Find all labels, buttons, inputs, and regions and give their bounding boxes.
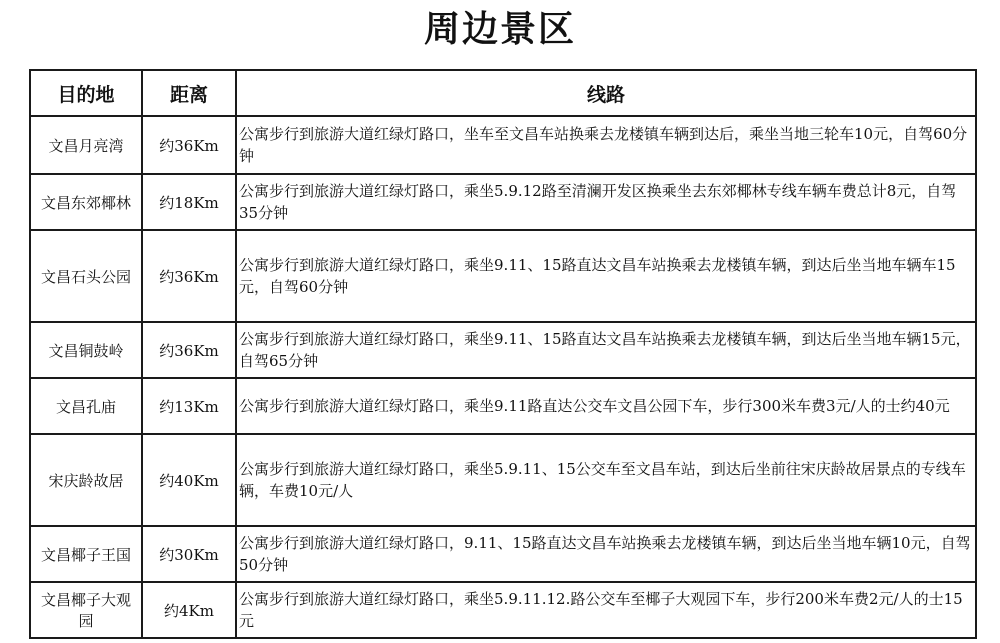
scenic-spots-table — [29, 69, 977, 639]
header-route: 线路 — [236, 70, 976, 116]
distance-cell: 约4Km — [142, 582, 236, 638]
table-row — [30, 434, 976, 526]
destination-cell: 文昌石头公园 — [30, 230, 142, 322]
route-cell: 公寓步行到旅游大道红绿灯路口，坐车至文昌车站换乘去龙楼镇车辆到达后，乘坐当地三轮车10元，自驾60分钟 — [236, 116, 976, 174]
table-row — [30, 322, 976, 378]
table-row — [30, 378, 976, 434]
route-cell: 公寓步行到旅游大道红绿灯路口，乘坐9.11、15路直达文昌车站换乘去龙楼镇车辆，到达后坐当地车辆车15元，自驾60分钟 — [236, 230, 976, 322]
table-row — [30, 582, 976, 638]
route-cell: 公寓步行到旅游大道红绿灯路口，乘坐5.9.12路至清澜开发区换乘坐去东郊椰林专线车辆车费总计8元，自驾35分钟 — [236, 174, 976, 230]
destination-cell: 文昌东郊椰林 — [30, 174, 142, 230]
table-row — [30, 526, 976, 582]
destination-cell: 文昌月亮湾 — [30, 116, 142, 174]
route-cell: 公寓步行到旅游大道红绿灯路口，乘坐9.11路直达公交车文昌公园下车，步行300米车费3元/人的士约40元 — [236, 378, 976, 434]
distance-cell: 约30Km — [142, 526, 236, 582]
destination-cell: 文昌椰子大观园 — [30, 582, 142, 638]
distance-cell: 约18Km — [142, 174, 236, 230]
destination-cell: 文昌孔庙 — [30, 378, 142, 434]
distance-cell: 约36Km — [142, 322, 236, 378]
header-distance: 距离 — [142, 70, 236, 116]
destination-cell: 文昌椰子王国 — [30, 526, 142, 582]
route-cell: 公寓步行到旅游大道红绿灯路口，乘坐5.9.11.12.路公交车至椰子大观园下车，步行200米车费2元/人的士15元 — [236, 582, 976, 638]
distance-cell: 约36Km — [142, 230, 236, 322]
distance-cell: 约40Km — [142, 434, 236, 526]
route-cell: 公寓步行到旅游大道红绿灯路口，9.11、15路直达文昌车站换乘去龙楼镇车辆，到达后坐当地车辆10元，自驾50分钟 — [236, 526, 976, 582]
destination-cell: 文昌铜鼓岭 — [30, 322, 142, 378]
table-row — [30, 230, 976, 322]
distance-cell: 约36Km — [142, 116, 236, 174]
distance-cell: 约13Km — [142, 378, 236, 434]
route-cell: 公寓步行到旅游大道红绿灯路口，乘坐5.9.11、15公交车至文昌车站，到达后坐前往宋庆龄故居景点的专线车辆，车费10元/人 — [236, 434, 976, 526]
table-header-row — [30, 70, 976, 116]
table-row — [30, 174, 976, 230]
page-title: 周边景区 — [423, 9, 576, 50]
route-cell: 公寓步行到旅游大道红绿灯路口，乘坐9.11、15路直达文昌车站换乘去龙楼镇车辆，到达后坐当地车辆15元，自驾65分钟 — [236, 322, 976, 378]
destination-cell: 宋庆龄故居 — [30, 434, 142, 526]
table-row — [30, 116, 976, 174]
header-destination: 目的地 — [30, 70, 142, 116]
